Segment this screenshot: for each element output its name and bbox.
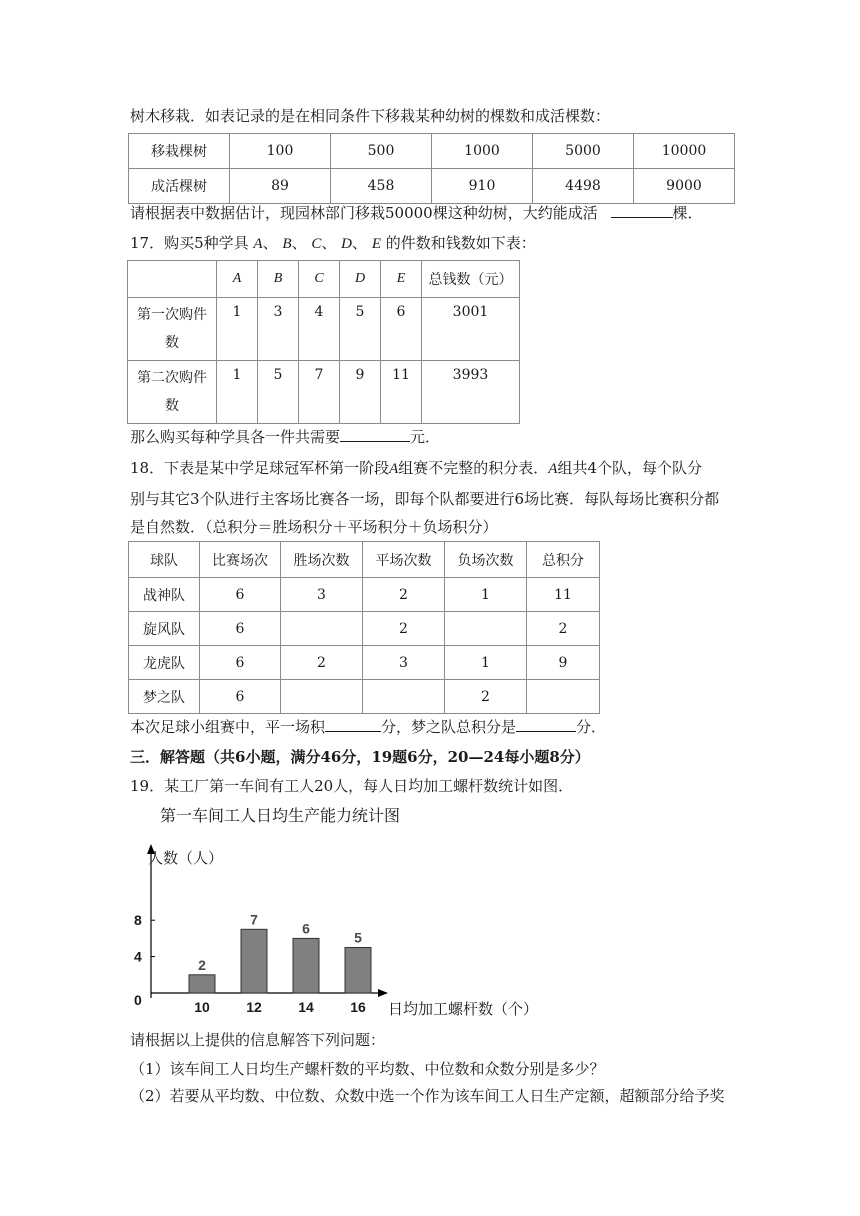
table-cell: 9 <box>340 361 381 424</box>
q18-text: 组赛不完整的积分表． <box>398 459 549 477</box>
row-label-line: 第二次购件 <box>137 370 207 386</box>
table-cell: 6 <box>200 680 281 714</box>
bar <box>241 929 267 993</box>
table-cell: 89 <box>230 169 331 204</box>
q19-stem: 19．某工厂第一车间有工人20人，每人日均加工螺杆数统计如图． <box>130 777 574 795</box>
table-cell: 2 <box>281 646 363 680</box>
header-cell: D <box>340 261 381 298</box>
table-cell: 4 <box>299 298 340 361</box>
table-cell: 6 <box>200 578 281 612</box>
answer-blank[interactable] <box>611 203 673 218</box>
table-cell: 2 <box>445 680 527 714</box>
table-cell: 6 <box>200 646 281 680</box>
y-ticks <box>134 912 155 1008</box>
table-cell: 7 <box>299 361 340 424</box>
header-cell: 总积分 <box>527 542 600 578</box>
bar-value-label: 7 <box>250 911 258 928</box>
table-cell: 6 <box>381 298 422 361</box>
table-cell: 1 <box>217 298 258 361</box>
table-row <box>128 298 520 361</box>
sep: 、 <box>262 234 278 252</box>
table-row <box>129 612 600 646</box>
q18-answer-text: 本次足球小组赛中，平一场积 <box>130 718 326 736</box>
table-cell: 1 <box>217 361 258 424</box>
bar <box>345 948 371 994</box>
row-label-line: 数 <box>165 335 179 351</box>
table-cell: 3 <box>363 646 445 680</box>
table-cell: 1 <box>445 646 527 680</box>
row-label <box>128 298 217 361</box>
section-heading: 三．解答题（共6小题，满分46分，19题6分，20—24每小题8分） <box>130 748 590 766</box>
table-row <box>129 578 600 612</box>
header-cell: 球队 <box>129 542 200 578</box>
item-var: C <box>311 236 322 252</box>
item-var: A <box>253 236 263 252</box>
table-cell: 3 <box>258 298 299 361</box>
table-row <box>129 134 735 169</box>
y-axis-label: 人数（人） <box>148 850 224 867</box>
header-cell <box>128 261 217 298</box>
item-var: B <box>282 236 292 252</box>
q16-answer-line <box>130 203 703 223</box>
q18-text: 组共4个队，每个队分 <box>557 459 702 477</box>
bar-value-label: 6 <box>302 920 310 937</box>
table-cell: 5 <box>258 361 299 424</box>
purchase-table <box>127 260 520 424</box>
table-cell: 910 <box>432 169 533 204</box>
table-cell: 3993 <box>422 361 520 424</box>
y-tick-label: 4 <box>134 948 142 965</box>
bar-chart <box>130 800 570 1025</box>
y-tick-label: 8 <box>134 912 142 929</box>
group-var: A <box>548 461 558 477</box>
q18-answer-text: 分． <box>576 718 607 736</box>
team-cell: 梦之队 <box>129 680 200 714</box>
q19-sub1: （1）该车间工人日均生产螺杆数的平均数、中位数和众数分别是多少？ <box>130 1060 605 1078</box>
table-cell: 9000 <box>634 169 735 204</box>
chart-title: 第一车间工人日均生产能力统计图 <box>160 808 401 825</box>
q16-text: 请根据表中数据估计，现园林部门移栽50000棵这种幼树，大约能成活 <box>130 204 598 222</box>
y-tick-label: 0 <box>134 992 142 1008</box>
table-cell: 2 <box>527 612 600 646</box>
table-cell: 11 <box>527 578 600 612</box>
table-cell: 1 <box>445 578 527 612</box>
table-header <box>128 261 520 298</box>
table-cell <box>281 680 363 714</box>
answer-blank[interactable] <box>516 717 576 732</box>
table-cell: 5000 <box>533 134 634 169</box>
header-cell: 胜场次数 <box>281 542 363 578</box>
q18-text: 18．下表是某中学足球冠军杯第一阶段 <box>130 459 390 477</box>
transplant-table <box>128 133 735 204</box>
header-cell: C <box>299 261 340 298</box>
header-cell: 平场次数 <box>363 542 445 578</box>
table-cell: 1000 <box>432 134 533 169</box>
team-cell: 战神队 <box>129 578 200 612</box>
table-cell: 10000 <box>634 134 735 169</box>
q19-sub2: （2）若要从平均数、中位数、众数中选一个作为该车间工人日生产定额，超额部分给予奖 <box>130 1087 725 1105</box>
q18-stem-line3: 是自然数．（总积分＝胜场积分＋平场积分＋负场积分） <box>130 518 498 536</box>
x-tick-label: 16 <box>350 999 366 1015</box>
row-label: 移栽棵树 <box>129 134 230 169</box>
table-row <box>129 169 735 204</box>
table-cell <box>527 680 600 714</box>
table-cell: 500 <box>331 134 432 169</box>
q17-answer-line <box>130 427 440 447</box>
table-cell: 2 <box>363 612 445 646</box>
table-cell: 11 <box>381 361 422 424</box>
header-cell: 总钱数（元） <box>422 261 520 298</box>
team-cell: 旋风队 <box>129 612 200 646</box>
score-table <box>128 541 600 714</box>
table-cell <box>281 612 363 646</box>
table-cell <box>445 612 527 646</box>
table-cell: 6 <box>200 612 281 646</box>
table-header <box>129 542 600 578</box>
bar <box>293 938 319 993</box>
table-cell: 9 <box>527 646 600 680</box>
table-cell: 100 <box>230 134 331 169</box>
row-label-line: 第一次购件 <box>137 307 207 323</box>
q17-suffix: 的件数和钱数如下表： <box>385 234 536 252</box>
x-tick-label: 10 <box>194 999 210 1015</box>
row-label-line: 数 <box>165 398 179 414</box>
x-axis-label: 日均加工螺杆数（个） <box>388 1001 539 1018</box>
x-tick-label: 14 <box>298 999 314 1015</box>
q18-answer-text: 分，梦之队总积分是 <box>381 718 517 736</box>
q18-answer-line <box>130 717 606 737</box>
table-cell: 3 <box>281 578 363 612</box>
q18-stem-line2: 别与其它3个队进行主客场比赛各一场，即每个队都要进行6场比赛．每队每场比赛积分都 <box>130 490 720 508</box>
q17-answer-text: 那么购买每种学具各一件共需要 <box>130 428 341 446</box>
table-cell: 4498 <box>533 169 634 204</box>
x-axis-arrow-icon <box>378 989 388 997</box>
sep: 、 <box>291 234 307 252</box>
intro-line: 树木移栽．如表记录的是在相同条件下移栽某种幼树的棵数和成活棵数： <box>130 107 611 125</box>
q16-end: 棵． <box>672 204 703 222</box>
q17-stem <box>130 233 536 254</box>
header-cell: B <box>258 261 299 298</box>
bar-value-label: 2 <box>198 956 206 973</box>
table-row <box>128 361 520 424</box>
table-cell: 3001 <box>422 298 520 361</box>
header-cell: A <box>217 261 258 298</box>
bar-value-label: 5 <box>354 929 362 946</box>
item-var: E <box>371 236 381 252</box>
team-cell: 龙虎队 <box>129 646 200 680</box>
table-cell: 5 <box>340 298 381 361</box>
header-cell: E <box>381 261 422 298</box>
q17-prefix: 17．购买5种学具 <box>130 234 249 252</box>
group-var: A <box>389 461 399 477</box>
table-cell <box>363 680 445 714</box>
table-cell: 458 <box>331 169 432 204</box>
table-cell: 2 <box>363 578 445 612</box>
answer-blank[interactable] <box>340 427 410 442</box>
header-cell: 负场次数 <box>445 542 527 578</box>
q18-stem-line1 <box>130 458 702 479</box>
row-label: 成活棵树 <box>129 169 230 204</box>
q17-answer-end: 元． <box>410 428 441 446</box>
row-label <box>128 361 217 424</box>
item-var: D <box>341 236 353 252</box>
sep: 、 <box>352 234 368 252</box>
answer-blank[interactable] <box>325 717 381 732</box>
bars <box>189 911 371 1015</box>
table-row <box>129 680 600 714</box>
x-tick-label: 12 <box>246 999 262 1015</box>
header-cell: 比赛场次 <box>200 542 281 578</box>
sep: 、 <box>321 234 337 252</box>
q19-prompt: 请根据以上提供的信息解答下列问题： <box>130 1031 386 1049</box>
bar <box>189 975 215 993</box>
table-row <box>129 646 600 680</box>
